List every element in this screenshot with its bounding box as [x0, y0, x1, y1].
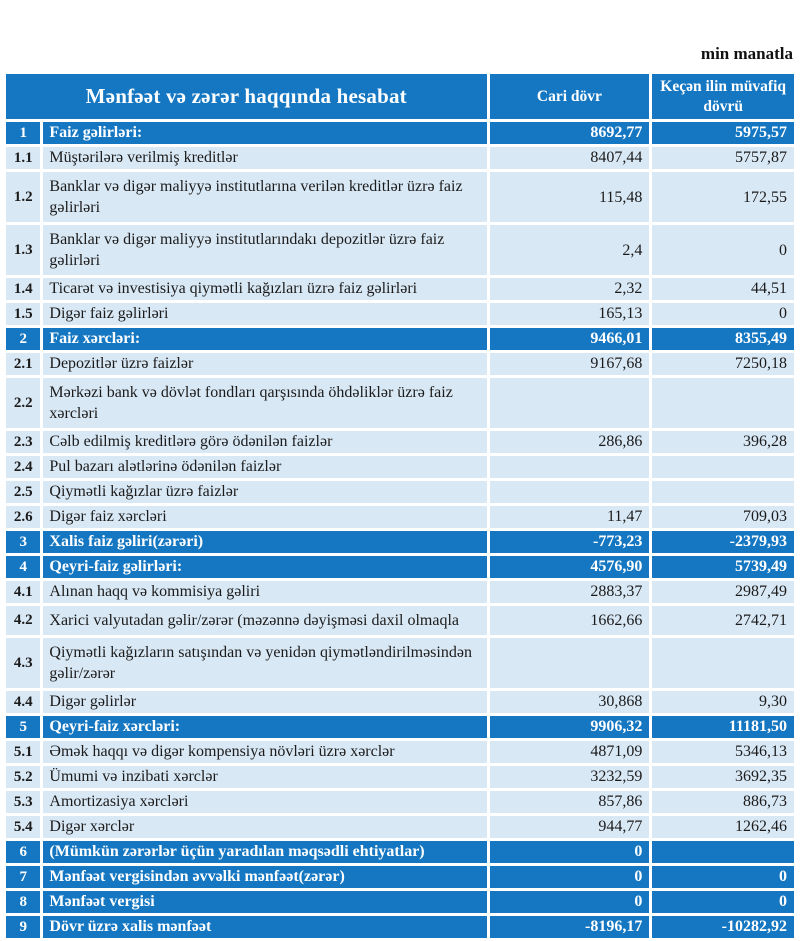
row-value-current: 3232,59: [490, 766, 650, 788]
column-header-current-period: Cari dövr: [490, 74, 650, 119]
row-label: Qiymətli kağızlar üzrə faizlər: [43, 481, 486, 503]
table-row: [6, 556, 794, 578]
row-number: 4.1: [6, 581, 40, 603]
table-row: [6, 147, 794, 169]
table-row: [6, 841, 794, 863]
table-row: [6, 353, 794, 375]
row-label: Alınan haqq və kommisiya gəliri: [43, 581, 486, 603]
table-row: [6, 606, 794, 635]
row-value-previous: 5739,49: [652, 556, 794, 578]
row-label: Depozitlər üzrə faizlər: [43, 353, 486, 375]
row-number: 4.3: [6, 638, 40, 688]
row-number: 6: [6, 841, 40, 863]
table-title: Mənfəət və zərər haqqında hesabat: [6, 74, 487, 119]
row-label: Qeyri-faiz gəlirləri:: [43, 556, 486, 578]
row-value-previous: 172,55: [652, 172, 794, 222]
row-value-previous: 0: [652, 225, 794, 275]
row-value-previous: [652, 638, 794, 688]
row-value-current: [490, 638, 650, 688]
row-number: 1.2: [6, 172, 40, 222]
row-value-current: -8196,17: [490, 916, 650, 938]
table-row: [6, 716, 794, 738]
row-value-previous: 44,51: [652, 278, 794, 300]
table-row: [6, 741, 794, 763]
row-value-previous: 1262,46: [652, 816, 794, 838]
row-label: Digər gəlirlər: [43, 691, 486, 713]
column-header-previous-period: Keçən ilin müvafiq dövrü: [652, 74, 794, 119]
row-number: 1.4: [6, 278, 40, 300]
table-row: [6, 916, 794, 938]
unit-label: min manatla: [700, 44, 793, 63]
table-row: [6, 581, 794, 603]
row-number: 2.2: [6, 378, 40, 428]
row-value-current: -773,23: [490, 531, 650, 553]
row-value-previous: 709,03: [652, 506, 794, 528]
table-row: [6, 531, 794, 553]
row-number: 8: [6, 891, 40, 913]
row-value-previous: 2987,49: [652, 581, 794, 603]
row-value-previous: 0: [652, 303, 794, 325]
row-value-previous: 5757,87: [652, 147, 794, 169]
row-value-previous: 9,30: [652, 691, 794, 713]
row-label: Ticarət və investisiya qiymətli kağızları üzrə faiz gəlirləri: [43, 278, 486, 300]
row-number: 2.4: [6, 456, 40, 478]
row-value-previous: 0: [652, 891, 794, 913]
table-row: [6, 481, 794, 503]
table-row: [6, 506, 794, 528]
row-value-current: [490, 378, 650, 428]
row-value-previous: 5346,13: [652, 741, 794, 763]
row-number: 2.5: [6, 481, 40, 503]
row-value-previous: 3692,35: [652, 766, 794, 788]
row-value-current: 9466,01: [490, 328, 650, 350]
row-number: 2.6: [6, 506, 40, 528]
row-value-current: 944,77: [490, 816, 650, 838]
row-label: Dövr üzrə xalis mənfəət: [43, 916, 486, 938]
row-value-current: 8407,44: [490, 147, 650, 169]
row-label: Qiymətli kağızların satışından və yenidən qiymətləndirilməsindən gəlir/zərər: [43, 638, 486, 688]
row-number: 1.1: [6, 147, 40, 169]
row-value-current: 2,32: [490, 278, 650, 300]
row-number: 5.4: [6, 816, 40, 838]
row-label: Digər xərclər: [43, 816, 486, 838]
row-label: Mənfəət vergisindən əvvəlki mənfəət(zərər): [43, 866, 486, 888]
row-value-previous: 11181,50: [652, 716, 794, 738]
row-number: 9: [6, 916, 40, 938]
row-value-current: 115,48: [490, 172, 650, 222]
row-number: 4: [6, 556, 40, 578]
header-row: [6, 74, 794, 119]
row-label: Mərkəzi bank və dövlət fondları qarşısında öhdəliklər üzrə faiz xərcləri: [43, 378, 486, 428]
row-value-current: 0: [490, 841, 650, 863]
row-number: 7: [6, 866, 40, 888]
row-number: 5.1: [6, 741, 40, 763]
row-value-previous: 8355,49: [652, 328, 794, 350]
row-label: (Mümkün zərərlər üçün yaradılan məqsədli ehtiyatlar): [43, 841, 486, 863]
table-row: [6, 638, 794, 688]
table-row: [6, 766, 794, 788]
row-value-previous: [652, 841, 794, 863]
row-label: Banklar və digər maliyyə institutlarına verilən kreditlər üzrə faiz gəlirləri: [43, 172, 486, 222]
table-row: [6, 328, 794, 350]
row-value-current: 0: [490, 891, 650, 913]
row-number: 4.4: [6, 691, 40, 713]
row-number: 5.2: [6, 766, 40, 788]
row-label: Amortizasiya xərcləri: [43, 791, 486, 813]
row-value-current: 2883,37: [490, 581, 650, 603]
row-label: Pul bazarı alətlərinə ödənilən faizlər: [43, 456, 486, 478]
row-value-previous: -10282,92: [652, 916, 794, 938]
row-value-current: 857,86: [490, 791, 650, 813]
row-label: Digər faiz gəlirləri: [43, 303, 486, 325]
row-value-current: 2,4: [490, 225, 650, 275]
row-label: Ümumi və inzibati xərclər: [43, 766, 486, 788]
row-label: Cəlb edilmiş kreditlərə görə ödənilən faizlər: [43, 431, 486, 453]
row-value-current: 286,86: [490, 431, 650, 453]
row-value-current: 30,868: [490, 691, 650, 713]
table-body: [6, 122, 794, 938]
row-label: Xalis faiz gəliri(zərəri): [43, 531, 486, 553]
row-value-previous: [652, 456, 794, 478]
row-number: 1.5: [6, 303, 40, 325]
row-value-current: 4871,09: [490, 741, 650, 763]
row-number: 3: [6, 531, 40, 553]
table-row: [6, 791, 794, 813]
row-value-current: [490, 456, 650, 478]
row-value-previous: 0: [652, 866, 794, 888]
table-row: [6, 303, 794, 325]
table-row: [6, 278, 794, 300]
row-number: 5: [6, 716, 40, 738]
row-value-current: [490, 481, 650, 503]
row-value-previous: 5975,57: [652, 122, 794, 144]
row-label: Banklar və digər maliyyə institutlarındakı depozitlər üzrə faiz gəlirləri: [43, 225, 486, 275]
row-number: 4.2: [6, 606, 40, 635]
row-value-previous: 886,73: [652, 791, 794, 813]
row-value-previous: 7250,18: [652, 353, 794, 375]
row-value-current: 9906,32: [490, 716, 650, 738]
row-label: Qeyri-faiz xərcləri:: [43, 716, 486, 738]
row-value-current: 0: [490, 866, 650, 888]
row-value-current: 4576,90: [490, 556, 650, 578]
row-number: 2.1: [6, 353, 40, 375]
row-number: 1: [6, 122, 40, 144]
row-value-previous: [652, 481, 794, 503]
row-value-current: 8692,77: [490, 122, 650, 144]
table-row: [6, 866, 794, 888]
row-number: 1.3: [6, 225, 40, 275]
profit-loss-table: [3, 71, 797, 941]
table-row: [6, 122, 794, 144]
row-label: Xarici valyutadan gəlir/zərər (məzənnə dəyişməsi daxil olmaqla: [43, 606, 486, 635]
row-value-previous: -2379,93: [652, 531, 794, 553]
row-label: Müştərilərə verilmiş kreditlər: [43, 147, 486, 169]
row-number: 5.3: [6, 791, 40, 813]
table-row: [6, 691, 794, 713]
row-label: Əmək haqqı və digər kompensiya növləri üzrə xərclər: [43, 741, 486, 763]
row-value-current: 9167,68: [490, 353, 650, 375]
table-row: [6, 378, 794, 428]
row-number: 2.3: [6, 431, 40, 453]
table-row: [6, 456, 794, 478]
table-row: [6, 816, 794, 838]
table-row: [6, 172, 794, 222]
row-value-current: 11,47: [490, 506, 650, 528]
row-value-previous: 396,28: [652, 431, 794, 453]
row-number: 2: [6, 328, 40, 350]
table-row: [6, 225, 794, 275]
row-label: Faiz gəlirləri:: [43, 122, 486, 144]
table-row: [6, 431, 794, 453]
row-value-previous: 2742,71: [652, 606, 794, 635]
table-header: [6, 74, 794, 119]
row-value-current: 1662,66: [490, 606, 650, 635]
row-label: Mənfəət vergisi: [43, 891, 486, 913]
row-value-previous: [652, 378, 794, 428]
row-value-current: 165,13: [490, 303, 650, 325]
table-row: [6, 891, 794, 913]
row-label: Digər faiz xərcləri: [43, 506, 486, 528]
row-label: Faiz xərcləri:: [43, 328, 486, 350]
